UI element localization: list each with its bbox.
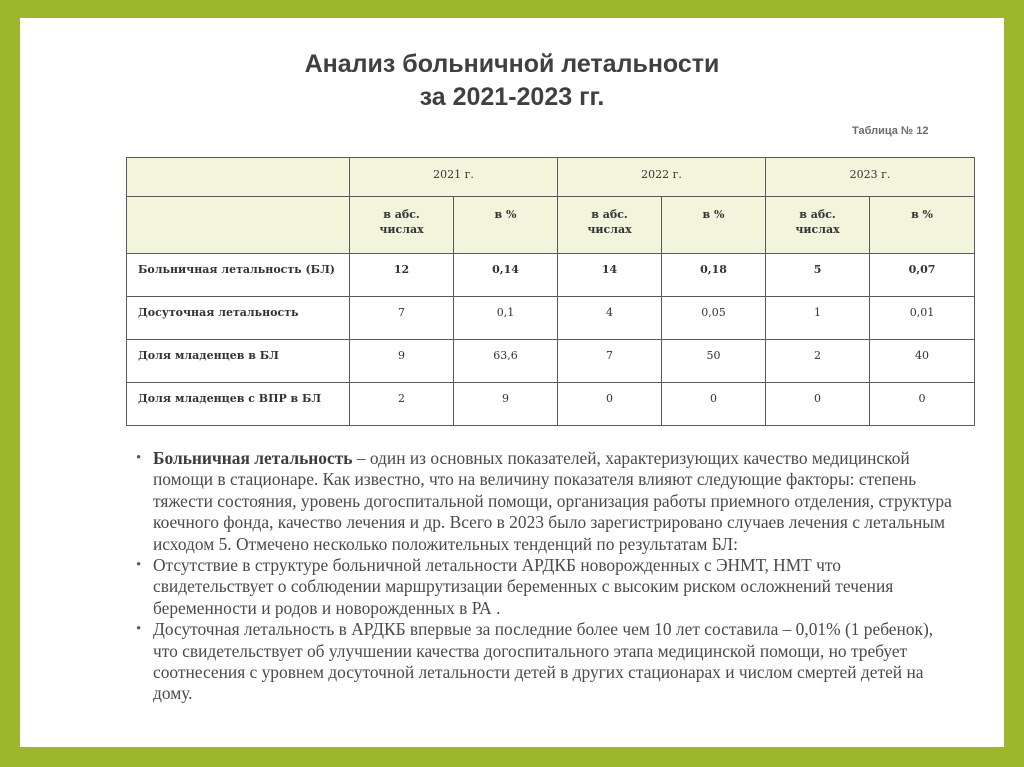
row-label: Доля младенцев в БЛ [127, 340, 350, 383]
table-cell: 0 [870, 383, 975, 426]
title-line-1: Анализ больничной летальности [304, 50, 720, 78]
table-cell: 63,6 [454, 340, 558, 383]
table-cell: 9 [454, 383, 558, 426]
table-year-row [127, 158, 975, 197]
table-corner-cell-lower [127, 197, 350, 254]
subheader-pct: в % [662, 197, 766, 254]
table-cell: 0 [766, 383, 870, 426]
table-corner-cell [127, 158, 350, 197]
table-cell: 0,05 [662, 297, 766, 340]
list-item [130, 555, 960, 619]
table-cell: 40 [870, 340, 975, 383]
table-cell: 0,14 [454, 254, 558, 297]
bullet-icon: • [136, 557, 142, 574]
page-title [20, 48, 1004, 114]
table-cell: 0,01 [870, 297, 975, 340]
row-label: Досуточная летальность [127, 297, 350, 340]
table-cell: 4 [558, 297, 662, 340]
table-cell: 2 [350, 383, 454, 426]
year-2021-header: 2021 г. [350, 158, 558, 197]
mortality-table [126, 157, 975, 426]
bullet-text: – один из основных показателей, характеризующих качество медицинской помощи в стационаре. Как известно, что на величину показателя влияют следующие факторы: степень тяжести состояния, уровень догоспитальной помощи, организация работы приемного отделения, структура коечного фонда, качество лечения и др. Всего в 2023 было зарегистрировано случаев лечения с летальным исходом 5. Отмечено несколько положительных тенденций по результатам БЛ: [153, 448, 952, 554]
subheader-pct: в % [870, 197, 975, 254]
bullet-text: Отсутствие в структуре больничной летальности АРДКБ новорожденных с ЭНМТ, НМТ что свидетельствует о соблюдении маршрутизации беременных с высоким риском осложнений течения беременности и родов и новорожденных в РА . [153, 555, 894, 618]
table-row [127, 340, 975, 383]
year-2022-header: 2022 г. [558, 158, 766, 197]
bullet-icon: • [136, 621, 142, 638]
table-cell: 0,07 [870, 254, 975, 297]
table-row [127, 383, 975, 426]
table-row [127, 254, 975, 297]
table-cell: 0,1 [454, 297, 558, 340]
table-cell: 2 [766, 340, 870, 383]
year-2023-header: 2023 г. [766, 158, 975, 197]
bullet-term: Больничная летальность [153, 448, 353, 468]
table-cell: 12 [350, 254, 454, 297]
row-label: Больничная летальность (БЛ) [127, 254, 350, 297]
table-subheader-row [127, 197, 975, 254]
bullet-text: Досуточная летальность в АРДКБ впервые за последние более чем 10 лет составила – 0,01% (1 ребенок), что свидетельствует об улучшении качества догоспитального этапа медицинской помощи, но требует соотнесения с уровнем досуточной летальности детей в других стационарах и числом смертей детей на дому. [153, 619, 934, 704]
list-item [130, 448, 960, 555]
table-row [127, 297, 975, 340]
title-line-2: за 2021-2023 гг. [419, 83, 605, 111]
row-label: Доля младенцев с ВПР в БЛ [127, 383, 350, 426]
table-cell: 5 [766, 254, 870, 297]
table-cell: 0,18 [662, 254, 766, 297]
subheader-abs: в абс. числах [558, 197, 662, 254]
table-cell: 50 [662, 340, 766, 383]
list-item [130, 619, 960, 705]
bullet-icon: • [136, 450, 142, 466]
subheader-abs: в абс. числах [766, 197, 870, 254]
subheader-abs: в абс. числах [350, 197, 454, 254]
table-cell: 0 [558, 383, 662, 426]
slide [20, 18, 1004, 747]
table-cell: 7 [350, 297, 454, 340]
bullet-list [130, 448, 960, 705]
table-caption: Таблица № 12 [852, 125, 929, 137]
table-cell: 7 [558, 340, 662, 383]
table-cell: 14 [558, 254, 662, 297]
table-cell: 9 [350, 340, 454, 383]
subheader-pct: в % [454, 197, 558, 254]
table-cell: 0 [662, 383, 766, 426]
table-cell: 1 [766, 297, 870, 340]
